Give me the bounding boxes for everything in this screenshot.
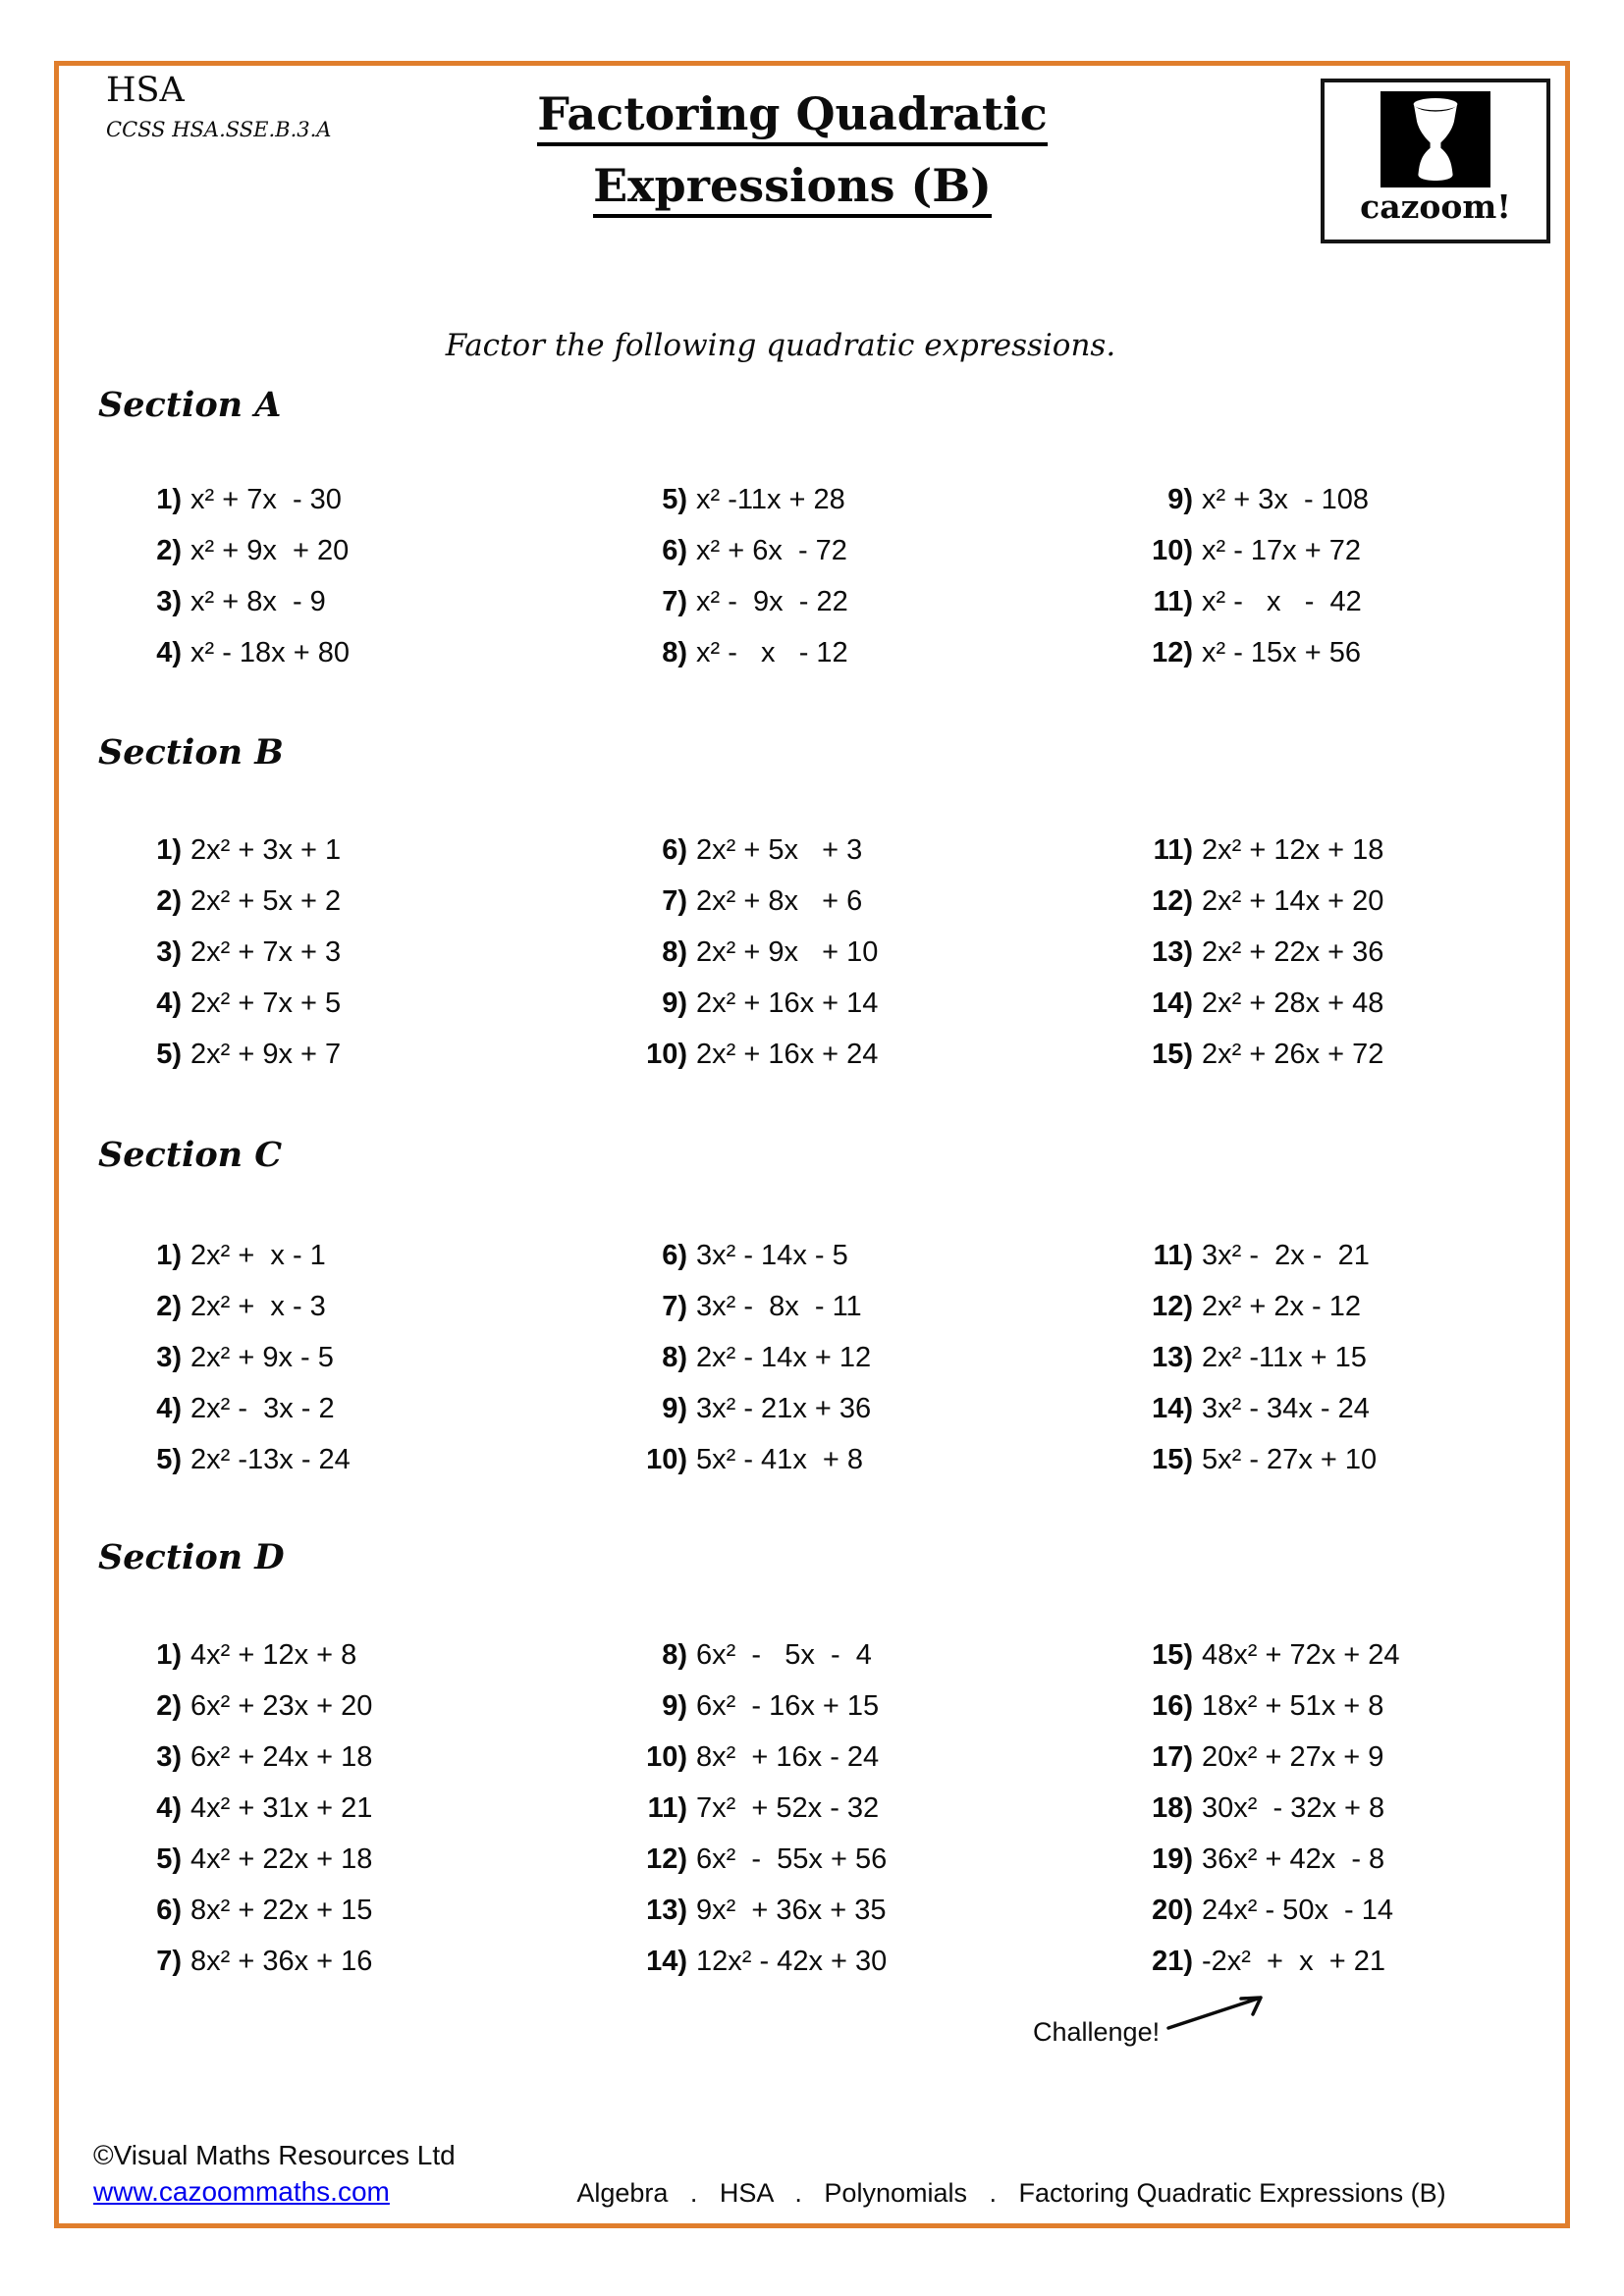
problem-item <box>1105 1383 1610 1434</box>
problem-item <box>93 1783 599 1834</box>
problem-number: 9) <box>662 1393 687 1424</box>
section-c-label: Section C <box>98 1135 283 1175</box>
problem-number: 9) <box>1167 484 1193 515</box>
worksheet-instruction: Factor the following quadratic expressions. <box>445 328 1116 363</box>
footer-copyright: ©Visual Maths Resources Ltd <box>93 2140 456 2170</box>
problem-item <box>1105 825 1610 876</box>
problem-expression: 7x² + 52x - 32 <box>696 1792 880 1824</box>
problem-expression: 9x² + 36x + 35 <box>696 1895 887 1926</box>
problem-number: 15) <box>1152 1639 1193 1671</box>
section-a-label: Section A <box>98 385 282 425</box>
problem-number: 1) <box>156 1240 182 1271</box>
problem-number: 20) <box>1152 1895 1193 1926</box>
problem-expression: 12x² - 42x + 30 <box>696 1946 888 1977</box>
problem-expression: 2x² + 7x + 3 <box>190 936 342 968</box>
problem-item <box>1105 1434 1610 1485</box>
problem-number: 2) <box>156 535 182 566</box>
problem-expression: 36x² + 42x - 8 <box>1202 1843 1385 1875</box>
problem-item <box>599 1230 1105 1281</box>
problem-expression: x² + 6x - 72 <box>696 535 847 566</box>
problem-number: 7) <box>662 1291 687 1322</box>
problem-expression: x² - x - 42 <box>1202 586 1362 617</box>
problem-expression: 8x² + 16x - 24 <box>696 1741 880 1773</box>
problem-expression: 5x² - 27x + 10 <box>1202 1444 1378 1475</box>
problem-expression: 2x² + 5x + 3 <box>696 834 863 866</box>
problem-item <box>93 1230 599 1281</box>
problem-number: 10) <box>646 1039 687 1070</box>
problem-item <box>599 1936 1105 1987</box>
problem-item <box>1105 627 1610 678</box>
page-title-line2: Expressions (B) <box>593 158 992 218</box>
problem-number: 6) <box>662 834 687 866</box>
problem-expression: 3x² - 21x + 36 <box>696 1393 872 1424</box>
problem-number: 17) <box>1152 1741 1193 1773</box>
problem-expression: 2x² - 3x - 2 <box>190 1393 335 1424</box>
problem-expression: x² + 7x - 30 <box>190 484 342 515</box>
problem-number: 4) <box>156 1792 182 1824</box>
problem-expression: x² + 8x - 9 <box>190 586 326 617</box>
problem-expression: 4x² + 22x + 18 <box>190 1843 373 1875</box>
problem-item <box>599 1383 1105 1434</box>
section-b-label: Section B <box>98 732 284 773</box>
problem-item <box>1105 1681 1610 1732</box>
problem-number: 3) <box>156 586 182 617</box>
problem-expression: 2x² + 12x + 18 <box>1202 834 1384 866</box>
problem-item <box>599 1681 1105 1732</box>
problem-number: 21) <box>1152 1946 1193 1977</box>
problem-item <box>93 1885 599 1936</box>
problem-item <box>93 627 599 678</box>
problem-item <box>599 1629 1105 1681</box>
problem-expression: 3x² - 2x - 21 <box>1202 1240 1370 1271</box>
problem-item <box>1105 1230 1610 1281</box>
problem-number: 8) <box>662 1342 687 1373</box>
problem-item <box>93 1681 599 1732</box>
problem-number: 2) <box>156 1291 182 1322</box>
problem-item <box>1105 1834 1610 1885</box>
problem-expression: 2x² + 28x + 48 <box>1202 988 1384 1019</box>
problem-item <box>1105 474 1610 525</box>
problem-number: 12) <box>1152 1291 1193 1322</box>
section-d-problems <box>93 1629 1610 1987</box>
problem-number: 7) <box>156 1946 182 1977</box>
problem-item <box>93 1434 599 1485</box>
problem-item <box>599 927 1105 978</box>
problem-number: 6) <box>662 1240 687 1271</box>
problem-item <box>93 825 599 876</box>
challenge-label: Challenge! <box>1033 2017 1161 2047</box>
problem-item <box>93 1936 599 1987</box>
problem-expression: 3x² - 34x - 24 <box>1202 1393 1370 1424</box>
problem-expression: 18x² + 51x + 8 <box>1202 1690 1384 1722</box>
problem-number: 3) <box>156 936 182 968</box>
drum-icon <box>1380 91 1490 187</box>
problem-number: 5) <box>156 1843 182 1875</box>
problem-item <box>599 474 1105 525</box>
problem-expression: 20x² + 27x + 9 <box>1202 1741 1384 1773</box>
problem-item <box>599 525 1105 576</box>
problem-expression: 4x² + 31x + 21 <box>190 1792 373 1824</box>
problem-number: 15) <box>1152 1444 1193 1475</box>
problem-expression: 24x² - 50x - 14 <box>1202 1895 1394 1926</box>
problem-item <box>93 1332 599 1383</box>
problem-item <box>1105 927 1610 978</box>
problem-item <box>599 1332 1105 1383</box>
problem-item <box>599 627 1105 678</box>
problem-item <box>1105 1332 1610 1383</box>
problem-number: 15) <box>1152 1039 1193 1070</box>
problem-number: 11) <box>1153 1240 1193 1271</box>
problem-number: 12) <box>1152 637 1193 668</box>
problem-item <box>93 1383 599 1434</box>
problem-expression: 2x² + 9x + 10 <box>696 936 879 968</box>
problem-expression: 8x² + 36x + 16 <box>190 1946 373 1977</box>
cazoom-logo <box>1321 79 1550 243</box>
problem-item <box>1105 1281 1610 1332</box>
problem-expression: x² -11x + 28 <box>696 484 845 515</box>
problem-number: 3) <box>156 1741 182 1773</box>
problem-number: 13) <box>646 1895 687 1926</box>
problem-number: 11) <box>1153 586 1193 617</box>
problem-number: 3) <box>156 1342 182 1373</box>
problem-number: 16) <box>1152 1690 1193 1722</box>
problem-item <box>599 1434 1105 1485</box>
problem-number: 14) <box>1152 1393 1193 1424</box>
problem-item <box>1105 1629 1610 1681</box>
problem-expression: 6x² - 55x + 56 <box>696 1843 888 1875</box>
problem-item <box>93 576 599 627</box>
problem-number: 6) <box>156 1895 182 1926</box>
problem-item <box>1105 978 1610 1029</box>
problem-number: 5) <box>662 484 687 515</box>
problem-item <box>1105 1783 1610 1834</box>
problem-item <box>93 474 599 525</box>
problem-item <box>93 1732 599 1783</box>
problem-expression: 2x² -13x - 24 <box>190 1444 351 1475</box>
problem-number: 10) <box>646 1741 687 1773</box>
problem-number: 9) <box>662 988 687 1019</box>
problem-expression: 3x² - 8x - 11 <box>696 1291 862 1322</box>
challenge-arrow-icon <box>1164 1987 1274 2039</box>
problem-item <box>93 1281 599 1332</box>
page-title-line1: Factoring Quadratic <box>537 86 1047 146</box>
problem-item <box>93 927 599 978</box>
problem-number: 4) <box>156 637 182 668</box>
problem-item <box>599 876 1105 927</box>
problem-expression: 6x² + 23x + 20 <box>190 1690 373 1722</box>
problem-number: 8) <box>662 936 687 968</box>
problem-item <box>599 825 1105 876</box>
problem-number: 1) <box>156 484 182 515</box>
problem-item <box>1105 1936 1610 1987</box>
problem-number: 12) <box>1152 885 1193 917</box>
problem-number: 14) <box>1152 988 1193 1019</box>
problem-expression: 4x² + 12x + 8 <box>190 1639 357 1671</box>
problem-expression: x² + 3x - 108 <box>1202 484 1370 515</box>
problem-expression: 5x² - 41x + 8 <box>696 1444 864 1475</box>
footer-website-link[interactable]: www.cazoommaths.com <box>93 2176 390 2207</box>
problem-item <box>599 1885 1105 1936</box>
section-a-problems <box>93 474 1610 678</box>
problem-item <box>93 978 599 1029</box>
problem-number: 8) <box>662 637 687 668</box>
problem-expression: 2x² + x - 3 <box>190 1291 326 1322</box>
problem-number: 10) <box>646 1444 687 1475</box>
problem-expression: x² - 17x + 72 <box>1202 535 1361 566</box>
problem-number: 4) <box>156 1393 182 1424</box>
problem-number: 7) <box>662 885 687 917</box>
problem-item <box>93 1834 599 1885</box>
problem-number: 19) <box>1152 1843 1193 1875</box>
problem-item <box>599 1029 1105 1080</box>
problem-expression: 2x² + x - 1 <box>190 1240 326 1271</box>
problem-item <box>1105 1029 1610 1080</box>
problem-number: 9) <box>662 1690 687 1722</box>
problem-expression: 2x² + 7x + 5 <box>190 988 342 1019</box>
problem-expression: 2x² + 5x + 2 <box>190 885 342 917</box>
section-d-label: Section D <box>98 1537 285 1577</box>
problem-item <box>599 576 1105 627</box>
problem-item <box>599 1732 1105 1783</box>
problem-expression: 8x² + 22x + 15 <box>190 1895 373 1926</box>
section-b-problems <box>93 825 1610 1080</box>
problem-expression: 2x² - 14x + 12 <box>696 1342 872 1373</box>
problem-number: 2) <box>156 1690 182 1722</box>
problem-number: 13) <box>1152 1342 1193 1373</box>
course-code: HSA <box>106 71 185 110</box>
problem-expression: 2x² + 26x + 72 <box>1202 1039 1384 1070</box>
problem-number: 5) <box>156 1444 182 1475</box>
problem-number: 13) <box>1152 936 1193 968</box>
problem-item <box>93 1629 599 1681</box>
problem-expression: 2x² + 9x + 7 <box>190 1039 342 1070</box>
problem-expression: x² - 9x - 22 <box>696 586 848 617</box>
logo-wordmark: cazoom! <box>1360 187 1511 226</box>
problem-number: 8) <box>662 1639 687 1671</box>
problem-expression: x² - 15x + 56 <box>1202 637 1361 668</box>
problem-number: 10) <box>1152 535 1193 566</box>
problem-item <box>599 1281 1105 1332</box>
problem-expression: 6x² - 5x - 4 <box>696 1639 872 1671</box>
problem-item <box>93 525 599 576</box>
problem-expression: x² - x - 12 <box>696 637 848 668</box>
problem-number: 18) <box>1152 1792 1193 1824</box>
problem-number: 11) <box>647 1792 687 1824</box>
problem-expression: 2x² + 9x - 5 <box>190 1342 334 1373</box>
problem-item <box>599 1834 1105 1885</box>
problem-item <box>599 978 1105 1029</box>
problem-item <box>93 1029 599 1080</box>
problem-item <box>599 1783 1105 1834</box>
problem-expression: 2x² + 16x + 24 <box>696 1039 879 1070</box>
problem-expression: 48x² + 72x + 24 <box>1202 1639 1400 1671</box>
problem-item <box>1105 1732 1610 1783</box>
problem-number: 11) <box>1153 834 1193 866</box>
problem-expression: -2x² + x + 21 <box>1202 1946 1385 1977</box>
problem-number: 4) <box>156 988 182 1019</box>
problem-expression: 30x² - 32x + 8 <box>1202 1792 1385 1824</box>
ccss-standard: CCSS HSA.SSE.B.3.A <box>106 118 332 141</box>
problem-expression: 2x² + 16x + 14 <box>696 988 879 1019</box>
problem-item <box>93 876 599 927</box>
problem-number: 12) <box>646 1843 687 1875</box>
problem-number: 5) <box>156 1039 182 1070</box>
page-title <box>449 79 1136 222</box>
problem-expression: 2x² -11x + 15 <box>1202 1342 1367 1373</box>
problem-expression: x² - 18x + 80 <box>190 637 350 668</box>
problem-number: 14) <box>646 1946 687 1977</box>
problem-item <box>1105 576 1610 627</box>
problem-expression: 6x² + 24x + 18 <box>190 1741 373 1773</box>
problem-number: 1) <box>156 834 182 866</box>
problem-item <box>1105 876 1610 927</box>
section-c-problems <box>93 1230 1610 1485</box>
problem-expression: 2x² + 14x + 20 <box>1202 885 1384 917</box>
problem-expression: 2x² + 2x - 12 <box>1202 1291 1361 1322</box>
problem-number: 6) <box>662 535 687 566</box>
problem-number: 1) <box>156 1639 182 1671</box>
problem-expression: 2x² + 8x + 6 <box>696 885 863 917</box>
problem-item <box>1105 1885 1610 1936</box>
problem-expression: 3x² - 14x - 5 <box>696 1240 848 1271</box>
problem-item <box>1105 525 1610 576</box>
problem-expression: 2x² + 22x + 36 <box>1202 936 1384 968</box>
problem-number: 7) <box>662 586 687 617</box>
problem-number: 2) <box>156 885 182 917</box>
problem-expression: 2x² + 3x + 1 <box>190 834 342 866</box>
problem-expression: 6x² - 16x + 15 <box>696 1690 880 1722</box>
problem-expression: x² + 9x + 20 <box>190 535 350 566</box>
footer-breadcrumb: Algebra . HSA . Polynomials . Factoring Quadratic Expressions (B) <box>576 2178 1446 2208</box>
